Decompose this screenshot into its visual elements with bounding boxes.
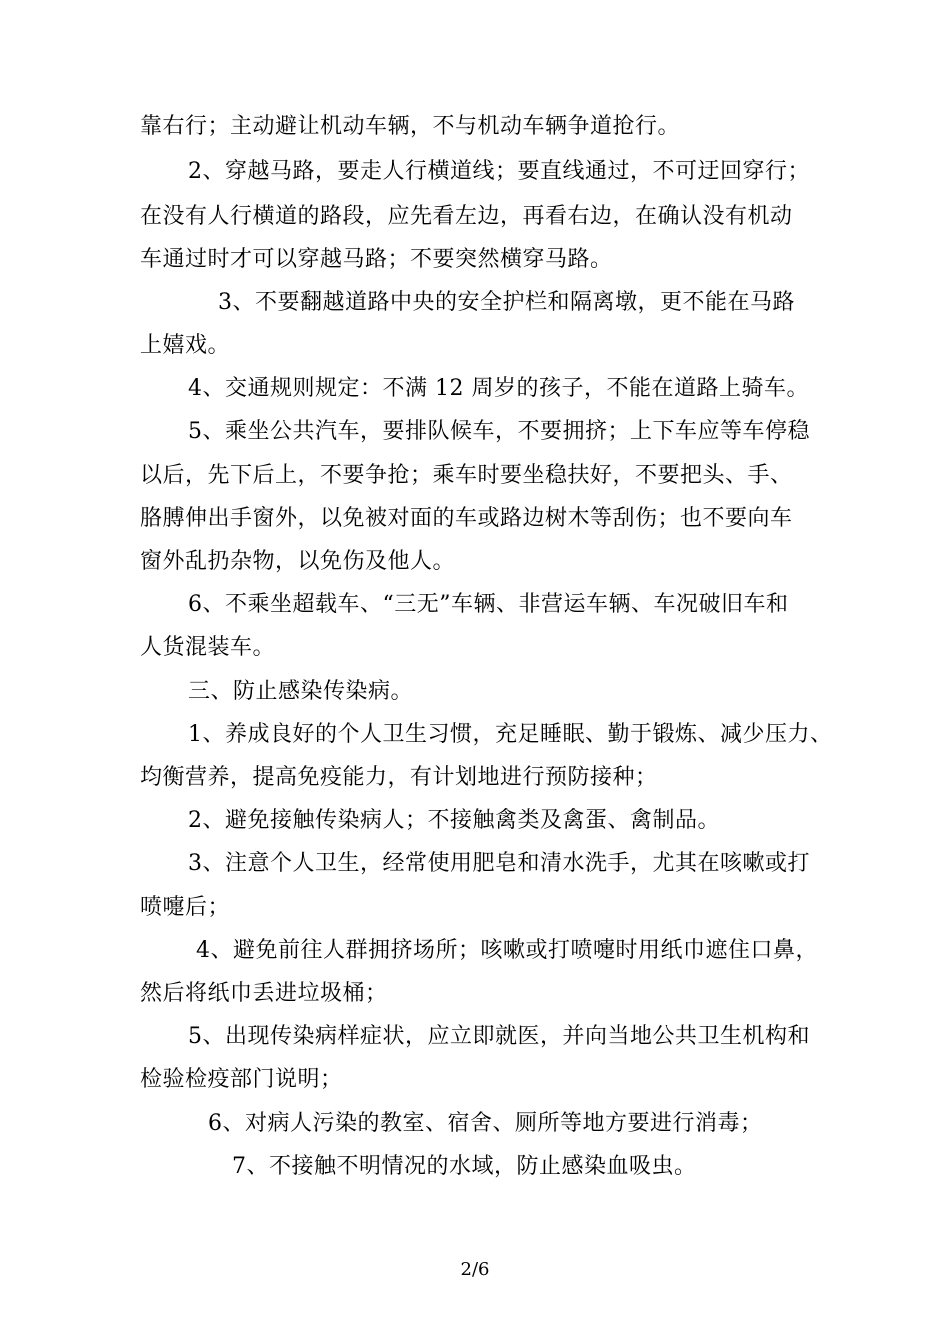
text-line: 3、不要翻越道路中央的安全护栏和隔离墩，更不能在马路	[218, 290, 795, 315]
text-line: 上嬉戏。	[140, 333, 231, 358]
text-line: 以后，先下后上，不要争抢；乘车时要坐稳扶好，不要把头、手、	[140, 463, 793, 488]
text-line: 胳膊伸出手窗外，以免被对面的车或路边树木等刮伤；也不要向车	[140, 506, 793, 531]
text-line: 窗外乱扔杂物，以免伤及他人。	[140, 549, 456, 574]
text-line: 2、避免接触传染病人；不接触禽类及禽蛋、禽制品。	[188, 808, 720, 833]
text-line: 然后将纸巾丢进垃圾桶；	[140, 981, 388, 1006]
text-line: 2、穿越马路，要走人行横道线；要直线通过，不可迂回穿行；	[188, 159, 810, 184]
text-line: 在没有人行横道的路段，应先看左边，再看右边，在确认没有机动	[140, 204, 793, 229]
page-number: 2/6	[460, 1259, 490, 1280]
text-line: 5、出现传染病样症状，应立即就医，并向当地公共卫生机构和	[188, 1024, 810, 1049]
text-line: 6、对病人污染的教室、宿舍、厕所等地方要进行消毒；	[208, 1111, 763, 1136]
text-line: 1、养成良好的个人卫生习惯，充足睡眠、勤于锻炼、减少压力、	[188, 722, 833, 747]
text-line: 检验检疫部门说明；	[140, 1067, 343, 1092]
text-line: 喷嚏后；	[140, 895, 231, 920]
text-line: 靠右行；主动避让机动车辆，不与机动车辆争道抢行。	[140, 114, 681, 139]
text-line: 5、乘坐公共汽车，要排队候车，不要拥挤；上下车应等车停稳	[188, 419, 810, 444]
text-line: 人货混装车。	[140, 635, 276, 660]
text-line: 车通过时才可以穿越马路；不要突然横穿马路。	[140, 247, 613, 272]
text-line: 均衡营养，提高免疫能力，有计划地进行预防接种；	[140, 765, 658, 790]
text-line: 6、不乘坐超载车、“三无”车辆、非营运车辆、车况破旧车和	[188, 592, 789, 617]
text-line: 3、注意个人卫生，经常使用肥皂和清水洗手，尤其在咳嗽或打	[188, 851, 810, 876]
text-line: 4、交通规则规定：不满 12 周岁的孩子，不能在道路上骑车。	[188, 376, 809, 401]
section-heading: 三、防止感染传染病。	[188, 679, 414, 704]
text-line: 7、不接触不明情况的水域，防止感染血吸虫。	[232, 1154, 697, 1179]
text-line: 4、避免前往人群拥挤场所；咳嗽或打喷嚏时用纸巾遮住口鼻，	[196, 938, 818, 963]
